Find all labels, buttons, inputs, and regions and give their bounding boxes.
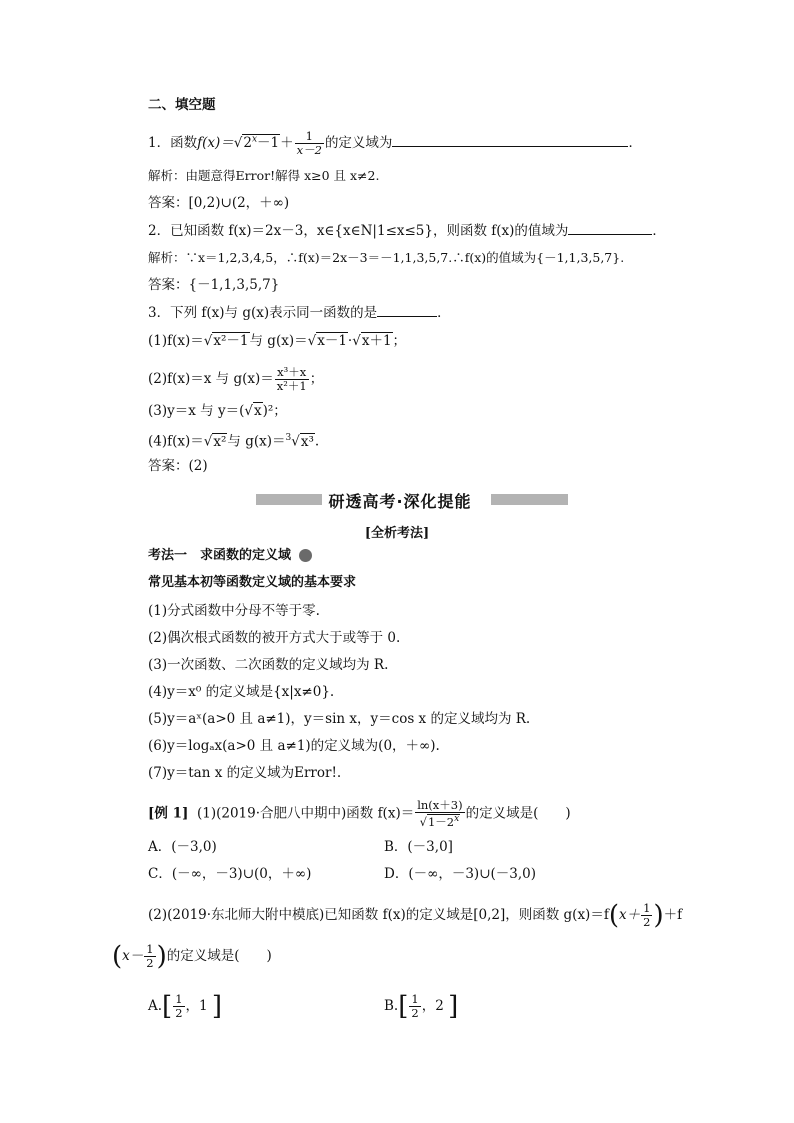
method-1-intro: 常见基本初等函数定义域的基本要求 [148, 575, 357, 590]
sqrt-symbol: √ [233, 135, 243, 151]
option-c[interactable]: C．(－∞，－3)∪(0，＋∞) [148, 866, 312, 882]
question-3: 3．下列 f(x)与 g(x)表示同一函数的是 ． [148, 305, 451, 321]
option-b-2[interactable]: B.[ $\frac{1}{2}$ ，2 ] [384, 991, 459, 1022]
banner-bar-right [491, 494, 568, 505]
rule-item: (5)y＝aˣ(a>0 且 a≠1)，y＝sin x，y＝cos x 的定义域均为 R. [148, 711, 531, 727]
example-1-part-2: (2)(2019·东北师大附中模底)已知函数 f(x)的定义域是[0,2]，则函数 g(x)＝f(x＋ $\frac{1}{2}$ )＋f [148, 900, 683, 931]
rule-item: (6)y＝logₐx(a>0 且 a≠1)的定义域为(0，＋∞). [148, 738, 440, 754]
q1-fraction: $\frac{1}{x-2}$ [296, 129, 322, 157]
q1-analysis: 解析：由题意得Error!解得 x≥0 且 x≠2. [148, 168, 380, 183]
method-1-title: 考法一 求函数的定义域 [148, 547, 312, 565]
q2-answer: 答案：{－1,1,3,5,7} [148, 277, 280, 293]
banner-bar-left [256, 494, 322, 505]
q1-lead: 函数 [170, 135, 198, 151]
answer-blank [392, 134, 628, 147]
bullet-dot-icon [299, 549, 312, 562]
rule-item: (3)一次函数、二次函数的定义域均为 R. [148, 657, 389, 673]
banner-title: 研透高考·深化提能 [328, 492, 472, 511]
rule-item: (2)偶次根式函数的被开方式大于或等于 0. [148, 630, 401, 646]
rule-item: (4)y＝x⁰ 的定义域是{x|x≠0}. [148, 684, 335, 700]
section-heading: 二、填空题 [148, 97, 216, 113]
sub-banner: [全析考法] [364, 526, 430, 541]
q3-option-3: (3)y＝x 与 y＝(√x)²； [148, 403, 287, 419]
answer-blank [568, 222, 652, 235]
rule-item: (7)y＝tan x 的定义域为Error!. [148, 765, 342, 781]
option-a-2[interactable]: A.[ $\frac{1}{2}$ ，1 ] [148, 991, 223, 1022]
q3-text: 3．下列 f(x)与 g(x)表示同一函数的是 [148, 305, 378, 321]
example-label: [例 1] [148, 805, 189, 822]
q1-radicand: $2^x-1$ [243, 134, 280, 151]
q3-option-1: (1)f(x)＝√x²－1与 g(x)＝√x－1·√x＋1； [148, 333, 407, 349]
example-1-part-1: [例 1] (1)(2019·合肥八中期中)函数 f(x)＝ $\frac{\ln(x+3)}{√1-2^x}$ 的定义域是( ) [148, 798, 571, 829]
q2-text: 2．已知函数 f(x)＝2x－3，x∈{x∈N|1≤x≤5}，则函数 f(x)的值域为 [148, 223, 569, 239]
question-2: 2．已知函数 f(x)＝2x－3，x∈{x∈N|1≤x≤5}，则函数 f(x)的值域为 ． [148, 223, 666, 239]
q3-answer: 答案：(2) [148, 458, 208, 474]
q3-option-2: (2)f(x)＝x 与 g(x)＝ $\frac{\text{x³＋x}}{\text{x²＋1}}$ ； [148, 365, 324, 393]
ex1-fraction: $\frac{\ln(x+3)}{√1-2^x}$ [417, 798, 463, 829]
q1-number: 1． [148, 135, 171, 151]
example-1-part-2-cont: (x－ $\frac{1}{2}$ )的定义域是( ) [112, 941, 272, 972]
q2-analysis: 解析：∵x＝1,2,3,4,5，∴f(x)＝2x－3＝－1,1,3,5,7.∴f(x)的值域为{－1,1,3,5,7}. [148, 250, 625, 265]
option-d[interactable]: D．(－∞，－3)∪(－3,0) [384, 866, 537, 882]
question-1: 1．函数$f(x)=√2^x-1+$ $\frac{1}{x-2}$ 的定义域为 ． [148, 129, 642, 157]
rule-item: (1)分式函数中分母不等于零. [148, 603, 320, 619]
q3-fraction: $\frac{\text{x³＋x}}{\text{x²＋1}}$ [276, 365, 307, 393]
answer-blank [377, 304, 437, 317]
option-b[interactable]: B．(－3,0] [384, 839, 453, 855]
q1-fx: f(x)＝ [197, 135, 234, 151]
option-a[interactable]: A．(－3,0) [148, 839, 217, 855]
q1-answer: 答案：[0,2)∪(2，＋∞) [148, 195, 290, 211]
q3-option-4: (4)f(x)＝√x²与 g(x)＝$^3$√x³. [148, 433, 320, 450]
